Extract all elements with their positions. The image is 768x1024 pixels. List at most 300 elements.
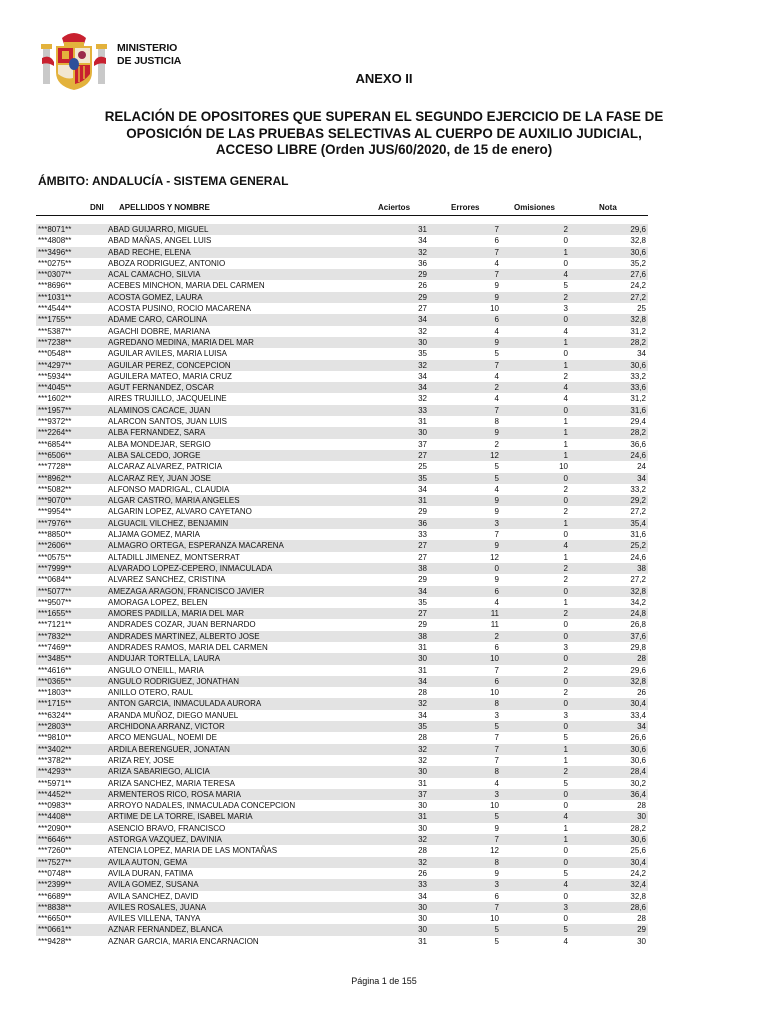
cell-errores: 9 (494, 281, 499, 291)
cell-omisiones: 4 (563, 326, 568, 336)
cell-errores: 2 (494, 439, 499, 449)
cell-name: AGUILAR AVILES, MARIA LUISA (108, 349, 228, 359)
cell-errores: 6 (494, 315, 499, 325)
cell-dni: ***2399** (38, 880, 72, 890)
cell-dni: ***1715** (38, 699, 72, 709)
cell-nota: 31,6 (630, 530, 646, 540)
cell-aciertos: 31 (418, 812, 427, 822)
cell-errores: 7 (494, 270, 499, 280)
cell-name: ARTIME DE LA TORRE, ISABEL MARIA (108, 812, 253, 822)
cell-name: ALTADILL JIMENEZ, MONTSERRAT (108, 552, 240, 562)
cell-errores: 2 (494, 631, 499, 641)
cell-aciertos: 33 (418, 405, 427, 415)
cell-omisiones: 1 (563, 744, 568, 754)
cell-dni: ***3782** (38, 755, 72, 765)
cell-aciertos: 25 (418, 462, 427, 472)
cell-errores: 4 (494, 778, 499, 788)
cell-dni: ***2264** (38, 428, 72, 438)
cell-dni: ***5971** (38, 778, 72, 788)
table-row (36, 563, 648, 574)
table-row (36, 766, 648, 777)
cell-nota: 33,6 (630, 383, 646, 393)
cell-nota: 30,6 (630, 247, 646, 257)
cell-nota: 36,6 (630, 439, 646, 449)
cell-aciertos: 36 (418, 518, 427, 528)
cell-omisiones: 2 (563, 767, 568, 777)
cell-nota: 30,6 (630, 744, 646, 754)
cell-dni: ***1031** (38, 292, 72, 302)
cell-name: ARCO MENGUAL, NOEMI DE (108, 733, 217, 743)
cell-aciertos: 34 (418, 383, 427, 393)
cell-name: AVILA SANCHEZ, DAVID (108, 891, 199, 901)
cell-omisiones: 0 (563, 789, 568, 799)
cell-dni: ***4808** (38, 236, 72, 246)
cell-errores: 12 (490, 846, 499, 856)
cell-aciertos: 29 (418, 620, 427, 630)
cell-name: ARDILA BERENGUER, JONATAN (108, 744, 230, 754)
table-row (36, 439, 648, 450)
cell-name: ANDRADES RAMOS, MARIA DEL CARMEN (108, 642, 268, 652)
cell-aciertos: 30 (418, 925, 427, 935)
cell-nota: 28,2 (630, 823, 646, 833)
cell-omisiones: 1 (563, 360, 568, 370)
table-row (36, 631, 648, 642)
cell-errores: 0 (494, 563, 499, 573)
table-row (36, 698, 648, 709)
cell-omisiones: 10 (559, 462, 568, 472)
cell-nota: 30,6 (630, 835, 646, 845)
cell-omisiones: 1 (563, 835, 568, 845)
cell-omisiones: 4 (563, 541, 568, 551)
cell-name: ALGUACIL VILCHEZ, BENJAMIN (108, 518, 229, 528)
cell-aciertos: 30 (418, 823, 427, 833)
cell-errores: 5 (494, 936, 499, 946)
cell-omisiones: 4 (563, 812, 568, 822)
cell-aciertos: 26 (418, 281, 427, 291)
cell-aciertos: 31 (418, 642, 427, 652)
cell-aciertos: 30 (418, 767, 427, 777)
cell-errores: 12 (490, 450, 499, 460)
cell-name: AVILA GOMEZ, SUSANA (108, 880, 199, 890)
cell-name: ADAME CARO, CAROLINA (108, 315, 208, 325)
cell-omisiones: 0 (563, 914, 568, 924)
cell-omisiones: 0 (563, 349, 568, 359)
cell-omisiones: 1 (563, 337, 568, 347)
cell-omisiones: 1 (563, 755, 568, 765)
cell-aciertos: 29 (418, 270, 427, 280)
cell-errores: 9 (494, 868, 499, 878)
cell-omisiones: 2 (563, 292, 568, 302)
cell-aciertos: 32 (418, 744, 427, 754)
cell-nota: 28 (637, 914, 646, 924)
cell-errores: 4 (494, 326, 499, 336)
table-row (36, 744, 648, 755)
table-row (36, 755, 648, 766)
cell-omisiones: 3 (563, 710, 568, 720)
cell-dni: ***0684** (38, 575, 72, 585)
cell-aciertos: 26 (418, 868, 427, 878)
title-line-3: ACCESO LIBRE (Orden JUS/60/2020, de 15 de enero) (215, 142, 553, 157)
cell-omisiones: 0 (563, 530, 568, 540)
table-row (36, 800, 648, 811)
cell-name: ALCARAZ REY, JUAN JOSE (108, 473, 211, 483)
cell-dni: ***4045** (38, 383, 72, 393)
cell-errores: 2 (494, 383, 499, 393)
cell-nota: 24,2 (630, 281, 646, 291)
cell-aciertos: 35 (418, 473, 427, 483)
cell-dni: ***1957** (38, 405, 72, 415)
cell-errores: 9 (494, 496, 499, 506)
cell-omisiones: 0 (563, 496, 568, 506)
table-row (36, 778, 648, 789)
logo-line-2: DE JUSTICIA (117, 55, 182, 67)
table-row (36, 552, 648, 563)
ambito-heading: ÁMBITO: ANDALUCÍA - SISTEMA GENERAL (38, 174, 289, 188)
cell-aciertos: 33 (418, 880, 427, 890)
cell-name: ALMAGRO ORTEGA, ESPERANZA MACARENA (108, 541, 284, 551)
cell-name: ASTORGA VAZQUEZ, DAVINIA (108, 835, 222, 845)
table-row (36, 676, 648, 687)
cell-name: ABAD RECHE, ELENA (108, 247, 191, 257)
cell-omisiones: 3 (563, 642, 568, 652)
cell-aciertos: 32 (418, 247, 427, 257)
cell-omisiones: 5 (563, 868, 568, 878)
cell-omisiones: 0 (563, 699, 568, 709)
table-row (36, 393, 648, 404)
cell-name: AVILA AUTON, GEMA (108, 857, 188, 867)
cell-dni: ***2803** (38, 722, 72, 732)
cell-aciertos: 27 (418, 450, 427, 460)
cell-omisiones: 1 (563, 552, 568, 562)
cell-errores: 8 (494, 767, 499, 777)
cell-aciertos: 28 (418, 688, 427, 698)
cell-nota: 25 (637, 304, 646, 314)
cell-nota: 31,2 (630, 326, 646, 336)
cell-nota: 29,6 (630, 665, 646, 675)
cell-omisiones: 0 (563, 891, 568, 901)
document-title (80, 109, 688, 159)
cell-aciertos: 33 (418, 530, 427, 540)
table-row (36, 665, 648, 676)
header-rule (36, 215, 648, 216)
cell-omisiones: 2 (563, 688, 568, 698)
cell-omisiones: 2 (563, 665, 568, 675)
cell-name: ABAD GUIJARRO, MIGUEL (108, 225, 209, 234)
cell-errores: 4 (494, 258, 499, 268)
cell-errores: 9 (494, 823, 499, 833)
cell-name: AGUILERA MATEO, MARIA CRUZ (108, 371, 232, 381)
cell-dni: ***7238** (38, 337, 72, 347)
cell-nota: 24 (637, 462, 646, 472)
cell-aciertos: 34 (418, 710, 427, 720)
cell-omisiones: 2 (563, 371, 568, 381)
cell-omisiones: 0 (563, 405, 568, 415)
table-row (36, 280, 648, 291)
cell-dni: ***2090** (38, 823, 72, 833)
cell-errores: 9 (494, 292, 499, 302)
cell-nota: 24,6 (630, 552, 646, 562)
cell-aciertos: 30 (418, 654, 427, 664)
cell-dni: ***8850** (38, 530, 72, 540)
cell-nota: 30,4 (630, 699, 646, 709)
cell-aciertos: 31 (418, 665, 427, 675)
cell-aciertos: 37 (418, 789, 427, 799)
title-line-1: RELACIÓN DE OPOSITORES QUE SUPERAN EL SEGUNDO EJERCICIO DE LA FASE DE (104, 109, 664, 124)
table-row (36, 924, 648, 935)
table-row (36, 834, 648, 845)
cell-name: ALGAR CASTRO, MARIA ANGELES (108, 496, 240, 506)
cell-errores: 7 (494, 405, 499, 415)
cell-errores: 7 (494, 530, 499, 540)
cell-nota: 29,8 (630, 642, 646, 652)
cell-errores: 7 (494, 733, 499, 743)
cell-omisiones: 0 (563, 620, 568, 630)
cell-errores: 8 (494, 417, 499, 427)
cell-name: ANILLO OTERO, RAUL (108, 688, 193, 698)
table-row (36, 857, 648, 868)
cell-errores: 7 (494, 665, 499, 675)
cell-name: ARANDA MUÑOZ, DIEGO MANUEL (108, 710, 239, 720)
cell-nota: 35,4 (630, 518, 646, 528)
cell-dni: ***1602** (38, 394, 72, 404)
cell-dni: ***6646** (38, 835, 72, 845)
cell-dni: ***8962** (38, 473, 72, 483)
table-row (36, 416, 648, 427)
cell-name: AGACHI DOBRE, MARIANA (108, 326, 211, 336)
cell-aciertos: 28 (418, 733, 427, 743)
cell-errores: 7 (494, 247, 499, 257)
cell-nota: 32,8 (630, 315, 646, 325)
cell-name: AVILES VILLENA, TANYA (108, 914, 201, 924)
table-row (36, 427, 648, 438)
cell-dni: ***4544** (38, 304, 72, 314)
cell-errores: 10 (490, 654, 499, 664)
cell-nota: 28 (637, 654, 646, 664)
table-row (36, 789, 648, 800)
cell-dni: ***9428** (38, 936, 72, 946)
cell-nota: 36,4 (630, 789, 646, 799)
table-row (36, 529, 648, 540)
cell-errores: 9 (494, 507, 499, 517)
cell-dni: ***4297** (38, 360, 72, 370)
cell-dni: ***7976** (38, 518, 72, 528)
cell-aciertos: 32 (418, 699, 427, 709)
table-row (36, 891, 648, 902)
cell-aciertos: 32 (418, 835, 427, 845)
cell-name: ANDUJAR TORTELLA, LAURA (108, 654, 221, 664)
cell-dni: ***8696** (38, 281, 72, 291)
cell-aciertos: 36 (418, 258, 427, 268)
cell-errores: 11 (490, 609, 499, 619)
cell-name: AGUILAR PEREZ, CONCEPCION (108, 360, 231, 370)
cell-nota: 32,8 (630, 586, 646, 596)
cell-aciertos: 38 (418, 563, 427, 573)
cell-name: ARCHIDONA ARRANZ, VICTOR (108, 722, 225, 732)
cell-errores: 7 (494, 755, 499, 765)
cell-aciertos: 37 (418, 439, 427, 449)
cell-aciertos: 31 (418, 778, 427, 788)
cell-dni: ***7121** (38, 620, 72, 630)
table-row (36, 902, 648, 913)
table-row (36, 269, 648, 280)
cell-name: ARROYO NADALES, INMACULADA CONCEPCION (108, 801, 296, 811)
cell-nota: 28,4 (630, 767, 646, 777)
cell-aciertos: 29 (418, 507, 427, 517)
cell-dni: ***0983** (38, 801, 72, 811)
cell-dni: ***7469** (38, 642, 72, 652)
cell-name: AGUT FERNANDEZ, OSCAR (108, 383, 215, 393)
table-row (36, 540, 648, 551)
cell-nota: 25,6 (630, 846, 646, 856)
table-row (36, 653, 648, 664)
cell-omisiones: 1 (563, 247, 568, 257)
col-name: APELLIDOS Y NOMBRE (119, 203, 210, 212)
cell-name: ALBA SALCEDO, JORGE (108, 450, 201, 460)
cell-aciertos: 30 (418, 337, 427, 347)
cell-name: ANTON GARCIA, INMACULADA AURORA (108, 699, 262, 709)
cell-omisiones: 1 (563, 417, 568, 427)
cell-aciertos: 30 (418, 902, 427, 912)
cell-aciertos: 34 (418, 484, 427, 494)
cell-omisiones: 1 (563, 439, 568, 449)
cell-omisiones: 1 (563, 450, 568, 460)
cell-dni: ***2606** (38, 541, 72, 551)
title-line-2: OPOSICIÓN DE LAS PRUEBAS SELECTIVAS AL CUERPO DE AUXILIO JUDICIAL, (126, 125, 642, 141)
cell-errores: 12 (490, 552, 499, 562)
table-row (36, 619, 648, 630)
cell-nota: 32,8 (630, 891, 646, 901)
cell-omisiones: 1 (563, 597, 568, 607)
cell-name: ALFONSO MADRIGAL, CLAUDIA (108, 484, 230, 494)
cell-dni: ***0575** (38, 552, 72, 562)
cell-nota: 33,2 (630, 484, 646, 494)
cell-omisiones: 0 (563, 473, 568, 483)
cell-errores: 4 (494, 371, 499, 381)
cell-nota: 24,2 (630, 868, 646, 878)
cell-dni: ***7832** (38, 631, 72, 641)
cell-errores: 3 (494, 710, 499, 720)
cell-nota: 27,2 (630, 507, 646, 517)
cell-omisiones: 5 (563, 778, 568, 788)
cell-dni: ***0661** (38, 925, 72, 935)
cell-errores: 4 (494, 597, 499, 607)
table-row (36, 586, 648, 597)
cell-name: ALVARADO LOPEZ-CEPERO, INMACULADA (108, 563, 273, 573)
cell-nota: 34 (637, 349, 646, 359)
cell-name: ALAMINOS CACACE, JUAN (108, 405, 211, 415)
table-row (36, 224, 648, 235)
cell-nota: 34,2 (630, 597, 646, 607)
cell-errores: 9 (494, 575, 499, 585)
cell-errores: 10 (490, 688, 499, 698)
cell-errores: 3 (494, 518, 499, 528)
cell-nota: 30,6 (630, 755, 646, 765)
cell-dni: ***1755** (38, 315, 72, 325)
cell-omisiones: 4 (563, 383, 568, 393)
cell-dni: ***6650** (38, 914, 72, 924)
table-row (36, 597, 648, 608)
cell-nota: 30,4 (630, 857, 646, 867)
cell-errores: 9 (494, 337, 499, 347)
results-table (36, 224, 648, 947)
cell-name: ANGULO RODRIGUEZ, JONATHAN (108, 676, 239, 686)
cell-errores: 9 (494, 541, 499, 551)
cell-omisiones: 0 (563, 654, 568, 664)
table-row (36, 461, 648, 472)
cell-name: ARIZA SANCHEZ, MARIA TERESA (108, 778, 235, 788)
table-row (36, 710, 648, 721)
cell-errores: 9 (494, 428, 499, 438)
cell-name: ABOZA RODRIGUEZ, ANTONIO (108, 258, 226, 268)
cell-dni: ***9507** (38, 597, 72, 607)
cell-nota: 29 (637, 925, 646, 935)
cell-aciertos: 27 (418, 552, 427, 562)
table-row (36, 879, 648, 890)
cell-name: ARIZA SABARIEGO, ALICIA (108, 767, 210, 777)
table-row (36, 450, 648, 461)
cell-name: AIRES TRUJILLO, JACQUELINE (108, 394, 227, 404)
cell-errores: 10 (490, 304, 499, 314)
cell-dni: ***4452** (38, 789, 72, 799)
logo-line-1: MINISTERIO (117, 42, 178, 54)
cell-dni: ***0748** (38, 868, 72, 878)
cell-omisiones: 0 (563, 676, 568, 686)
table-row (36, 495, 648, 506)
cell-nota: 25,2 (630, 541, 646, 551)
cell-errores: 8 (494, 699, 499, 709)
table-row (36, 348, 648, 359)
cell-name: ALCARAZ ALVAREZ, PATRICIA (108, 462, 223, 472)
cell-errores: 7 (494, 360, 499, 370)
cell-name: AMORES PADILLA, MARIA DEL MAR (108, 609, 245, 619)
cell-aciertos: 31 (418, 936, 427, 946)
table-row (36, 235, 648, 246)
cell-nota: 29,2 (630, 496, 646, 506)
cell-omisiones: 1 (563, 823, 568, 833)
cell-dni: ***0275** (38, 258, 72, 268)
cell-nota: 28,2 (630, 337, 646, 347)
cell-errores: 5 (494, 462, 499, 472)
cell-name: AZNAR FERNANDEZ, BLANCA (108, 925, 223, 935)
cell-name: ACOSTA GOMEZ, LAURA (108, 292, 203, 302)
cell-omisiones: 0 (563, 722, 568, 732)
cell-name: ALGARIN LOPEZ, ALVARO CAYETANO (108, 507, 252, 517)
cell-nota: 28,6 (630, 902, 646, 912)
cell-name: ALJAMA GOMEZ, MARIA (108, 530, 201, 540)
table-row (36, 608, 648, 619)
cell-omisiones: 4 (563, 270, 568, 280)
cell-errores: 7 (494, 835, 499, 845)
cell-aciertos: 31 (418, 496, 427, 506)
cell-omisiones: 0 (563, 631, 568, 641)
cell-nota: 29,6 (630, 225, 646, 234)
cell-omisiones: 1 (563, 428, 568, 438)
cell-omisiones: 5 (563, 925, 568, 935)
table-row (36, 360, 648, 371)
cell-name: AMEZAGA ARAGON, FRANCISCO JAVIER (108, 586, 265, 596)
cell-aciertos: 34 (418, 586, 427, 596)
cell-dni: ***9810** (38, 733, 72, 743)
col-nota: Nota (599, 203, 617, 212)
table-row (36, 405, 648, 416)
cell-aciertos: 27 (418, 304, 427, 314)
cell-nota: 24,6 (630, 450, 646, 460)
table-row (36, 292, 648, 303)
table-row (36, 642, 648, 653)
cell-omisiones: 3 (563, 304, 568, 314)
cell-dni: ***5077** (38, 586, 72, 596)
cell-name: ANDRADES COZAR, JUAN BERNARDO (108, 620, 256, 630)
